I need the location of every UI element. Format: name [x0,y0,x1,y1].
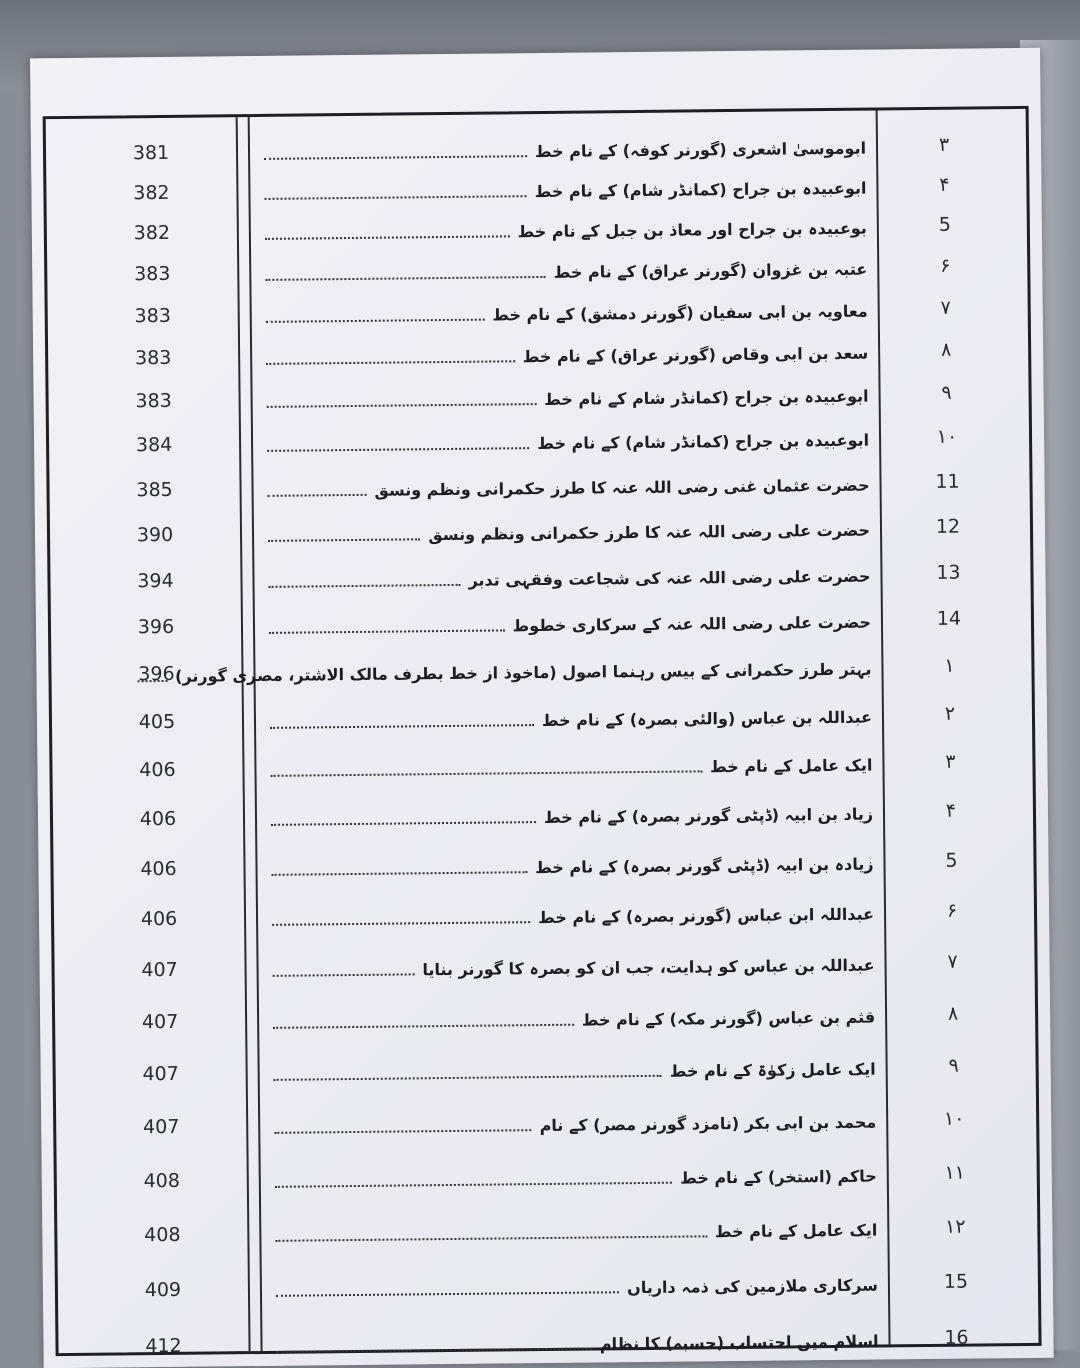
entry-title: عبداللہ بن عباس کو ہدایت، جب ان کو بصرہ کا گورنر بنایا [422,955,875,980]
entry-title: بوعبیدہ بن جراح اور معاذ بن جبل کے نام خط [517,218,867,242]
page-number: 408 [143,1169,181,1193]
entry-number: ۸ [947,1002,959,1025]
dot-leader [265,195,527,200]
dot-leader [267,403,537,408]
entry-title: حضرت عثمان غنی رضی اللہ عنہ کا طرز حکمرانی ونظم ونسق [374,475,870,500]
entry-title: زیاد بن ابیہ (ڈپٹی گورنر بصرہ) کے نام خط [543,804,874,828]
entry-title: اسلام میں احتساب (حسبہ) کا نظام [599,1331,879,1354]
entry-number: 11 [935,470,960,493]
page-number: 405 [138,710,176,734]
entry-title: سرکاری ملازمین کی ذمہ داریاں [627,1275,879,1298]
toc-rows [46,119,1039,1360]
entry-title: عتبہ بن غزوان (گورنر عراق) کے نام خط [553,259,868,282]
book-page [30,48,1054,1368]
entry-number: 5 [945,849,958,872]
dot-leader [265,235,510,240]
entry-number: ۳ [945,750,956,773]
page-number: 383 [135,389,172,413]
entry-title: ابوعبیدہ بن جراح (کمانڈر شام) کے نام خط [537,430,870,454]
entry-title: قثم بن عباس (گورنر مکہ) کے نام خط [581,1007,876,1030]
entry-title: ابوعبیدہ بن جراح (کمانڈر شام کے نام خط [544,386,869,409]
entry-number: ۶ [940,254,951,277]
page-number: 396 [137,615,175,639]
entry-number: ۳ [938,133,950,156]
page-number: 394 [137,569,174,593]
entry-number: ۴ [945,799,957,822]
entry-number: 5 [938,213,951,236]
dot-leader [275,1182,672,1188]
table-of-contents [43,106,1042,1356]
page-number: 390 [136,523,174,547]
entry-number: 14 [936,607,962,630]
dot-leader [274,1129,531,1134]
page-number: 406 [139,758,176,782]
entry-title: ابوعبیدہ بن جراح (کمانڈر شام) کے نام خط [534,178,867,202]
page-number: 406 [139,807,177,831]
page-number: 382 [133,181,170,205]
entry-number: ۱۰ [943,1107,965,1130]
dot-leader [266,319,485,323]
entry-number: ۱۱ [944,1161,966,1184]
page-number: 407 [142,1115,180,1139]
toc-entry [276,1332,878,1358]
entry-number: ۷ [947,950,958,973]
entry-title: محمد بن ابی بکر (نامزد گورنر مصر) کے نام [539,1112,877,1136]
dot-leader [273,1024,574,1029]
page-number: 381 [132,141,170,165]
dot-leader [269,629,505,633]
page-number: 407 [142,1062,179,1086]
dot-leader [271,821,536,826]
dot-leader [268,538,420,542]
page-number: 382 [133,221,171,245]
entry-number: ۱۰ [936,425,958,448]
entry-number: ۷ [940,296,951,319]
entry-title: عبداللہ بن عباس (والئی بصرہ) کے نام خط [541,707,873,731]
page-number: 407 [141,1010,179,1034]
entry-number: ۸ [940,338,952,361]
page-number: 384 [135,433,173,457]
entry-number: ۶ [946,899,958,922]
entry-title: عبداللہ ابن عباس (گورنر بصرہ) کے نام خط [538,904,875,928]
dot-leader [275,1235,707,1242]
page-number: 385 [136,478,173,502]
dot-leader [268,494,367,497]
page-number: 409 [144,1278,182,1302]
page-number: 412 [145,1334,182,1358]
dot-leader [265,276,545,281]
entry-title: سعد بن ابی وقاص (گورنر عراق) کے نام خط [522,343,869,367]
entry-title: حضرت علی رضی اللہ عنہ کی شجاعت وفقہی تدبر [468,566,871,590]
entry-title: حاکم (استخر) کے نام خط [680,1166,877,1188]
dot-leader [276,1291,619,1297]
entry-title: ایک عامل کے نام خط [710,755,873,777]
entry-number: 16 [944,1326,969,1349]
dot-leader [137,680,167,682]
dot-leader [274,1075,662,1081]
dot-leader [267,447,529,452]
dot-leader [266,360,515,365]
entry-number: ۹ [941,381,952,404]
page-number: 407 [141,958,178,982]
entry-number: ۱ [944,654,955,677]
entry-title: حضرت علی رضی اللہ عنہ کا طرز حکمرانی ونظم ونسق [428,520,871,545]
entry-title: ایک عامل زکوٰۃ کے نام خط [669,1059,876,1081]
dot-leader [269,584,461,588]
entry-number: ۴ [939,173,950,196]
page-number: 383 [134,346,172,370]
page-number: 383 [134,304,171,328]
entry-number: 15 [943,1270,969,1293]
entry-number: 13 [936,561,961,584]
dot-leader [272,921,530,926]
entry-title: حضرت علی رضی اللہ عنہ کے سرکاری خطوط [512,612,872,636]
page-number: 396 [138,662,175,686]
entry-title: ایک عامل کے نام خط [714,1220,878,1242]
dot-leader [270,724,534,729]
entry-title: بہتر طرز حکمرانی کے بیس رہنما اصول (ماخوذ از خط بطرف مالک الاشتر، مصری گورنر) [174,659,872,686]
dot-leader [271,770,703,777]
toc-row [58,1294,1039,1360]
page-number: 408 [144,1223,181,1247]
entry-title: زیادہ بن ابیہ (ڈپٹی گورنر بصرہ) کے نام خط [535,854,874,878]
entry-number: ۹ [948,1054,959,1077]
page-number: 383 [134,262,171,286]
toc-row [58,1239,1039,1304]
entry-number: ۱۲ [944,1215,966,1238]
entry-title: معاویہ بن ابی سفیان (گورنر دمشق) کے نام خط [492,301,868,325]
dot-leader [264,155,527,160]
dot-leader [277,1348,592,1353]
entry-number: ۲ [944,702,956,725]
page-number: 406 [140,907,178,931]
page-number: 406 [140,857,177,881]
entry-title: ابوموسیٰ اشعری (گورنر کوفہ) کے نام خط [534,138,867,162]
entry-number: 12 [935,515,961,538]
dot-leader [273,973,415,976]
dot-leader [272,871,528,876]
